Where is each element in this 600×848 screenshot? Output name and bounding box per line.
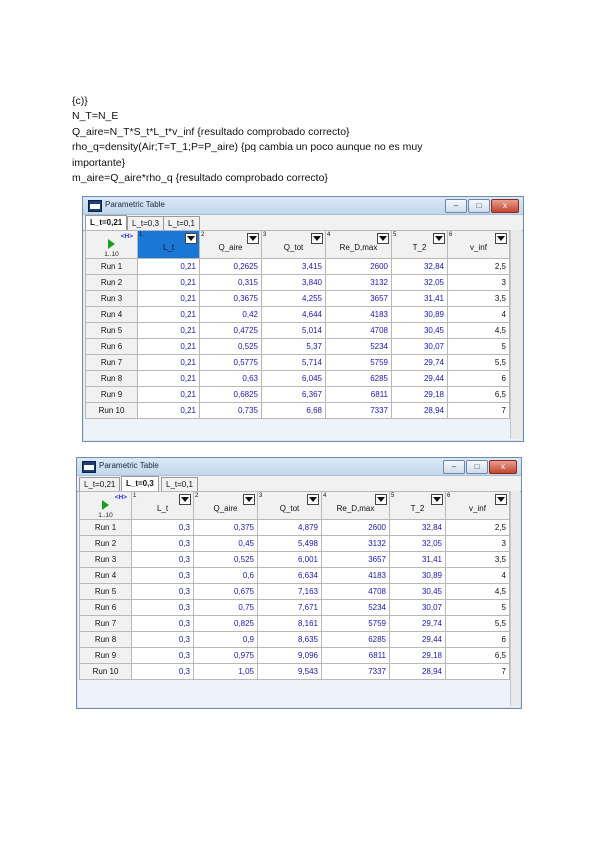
table-cell[interactable]: 0,21 [138, 387, 200, 403]
table-row [86, 323, 510, 339]
column-dropdown-icon[interactable] [495, 233, 507, 244]
column-header[interactable] [322, 492, 390, 520]
tab-lt-03[interactable]: L_t=0,3 [121, 476, 159, 492]
table-row [86, 387, 510, 403]
table-cell[interactable]: 5,5 [448, 355, 510, 371]
table-cell[interactable]: 0,42 [200, 307, 262, 323]
table-cell[interactable]: 0,21 [138, 275, 200, 291]
table-cell[interactable]: 0,21 [138, 291, 200, 307]
table-cell[interactable]: 5,014 [262, 323, 326, 339]
table-cell[interactable]: 0,45 [194, 536, 258, 552]
table-cell[interactable]: 0,3 [132, 600, 194, 616]
table-cell[interactable]: 30,89 [390, 568, 446, 584]
tab-lt-021[interactable]: L_t=0,21 [85, 215, 127, 231]
table-cell[interactable]: 5234 [322, 600, 390, 616]
table-cell[interactable]: 6811 [326, 387, 392, 403]
table-cell[interactable]: 29,44 [390, 632, 446, 648]
table-cell[interactable]: 0,3 [132, 648, 194, 664]
table-row [86, 307, 510, 323]
play-icon[interactable] [108, 239, 115, 249]
column-label: Q_tot [283, 243, 304, 252]
table-cell[interactable]: 3,415 [262, 259, 326, 275]
column-header[interactable] [138, 231, 200, 259]
vertical-scrollbar[interactable] [510, 491, 520, 706]
parametric-table-window-2 [76, 457, 522, 709]
equation-notes [72, 94, 423, 186]
table-cell[interactable]: 0,825 [194, 616, 258, 632]
table-cell[interactable]: 6,5 [448, 387, 510, 403]
column-number: 3 [259, 493, 263, 499]
table-cell[interactable]: 4,5 [448, 323, 510, 339]
table-cell[interactable]: 30,45 [390, 584, 446, 600]
run-label[interactable]: Run 10 [86, 403, 138, 419]
note-line: N_T=N_E [72, 110, 119, 123]
table-row [86, 291, 510, 307]
table-cell[interactable]: 5,498 [258, 536, 322, 552]
column-number: 6 [447, 493, 451, 499]
column-header[interactable] [446, 492, 510, 520]
table-cell[interactable]: 0,525 [200, 339, 262, 355]
table-cell[interactable]: 6,001 [258, 552, 322, 568]
table-cell[interactable]: 5,714 [262, 355, 326, 371]
window-title: Parametric Table [105, 200, 165, 209]
run-range: 1..10 [104, 251, 119, 258]
column-dropdown-icon[interactable] [431, 494, 443, 505]
vertical-scrollbar[interactable] [510, 230, 522, 439]
table-cell[interactable]: 0,3 [132, 616, 194, 632]
table-row [80, 648, 510, 664]
run-label[interactable]: Run 6 [80, 600, 132, 616]
table-cell[interactable]: 0,21 [138, 339, 200, 355]
run-label[interactable]: Run 9 [80, 648, 132, 664]
table-cell[interactable]: 5759 [326, 355, 392, 371]
table-cell[interactable]: 7,163 [258, 584, 322, 600]
close-button[interactable]: x [489, 460, 517, 474]
column-dropdown-icon[interactable] [495, 494, 507, 505]
table-cell[interactable]: 0,4725 [200, 323, 262, 339]
run-label[interactable]: Run 1 [86, 259, 138, 275]
table-cell[interactable]: 3 [446, 536, 510, 552]
table-cell[interactable]: 0,3 [132, 584, 194, 600]
table-cell[interactable]: 0,735 [200, 403, 262, 419]
table-row [80, 520, 510, 536]
note-line: Q_aire=N_T*S_t*L_t*v_inf {resultado comprobado correcto} [72, 125, 350, 138]
table-cell[interactable]: 0,9 [194, 632, 258, 648]
table-cell[interactable]: 0,63 [200, 371, 262, 387]
tab-lt-01[interactable]: L_t=0,1 [161, 477, 198, 491]
table-cell[interactable]: 0,3 [132, 552, 194, 568]
table-cell[interactable]: 0,675 [194, 584, 258, 600]
table-cell[interactable]: 9,543 [258, 664, 322, 680]
run-label[interactable]: Run 2 [86, 275, 138, 291]
column-header[interactable] [392, 231, 448, 259]
note-line: m_aire=Q_aire*rho_q {resultado comprobado correcto} [72, 172, 328, 185]
table-cell[interactable]: 0,975 [194, 648, 258, 664]
run-label[interactable]: Run 3 [86, 291, 138, 307]
column-label: L_t [162, 243, 175, 252]
table-cell[interactable]: 0,3 [132, 520, 194, 536]
note-line: rho_q=density(Air;T=T_1;P=P_aire) {pq cambia un poco aunque no es muy [72, 141, 423, 154]
table-cell[interactable]: 4,255 [262, 291, 326, 307]
column-label: Re_D,max [339, 243, 378, 252]
table-cell[interactable]: 28,94 [392, 403, 448, 419]
column-dropdown-icon[interactable] [247, 233, 259, 244]
table-cell[interactable]: 5 [448, 339, 510, 355]
column-label: v_inf [469, 504, 486, 513]
column-label: T_2 [412, 243, 427, 252]
table-cell[interactable]: 0,3 [132, 568, 194, 584]
table-cell[interactable]: 6,367 [262, 387, 326, 403]
table-cell[interactable]: 0,6825 [200, 387, 262, 403]
table-cell[interactable]: 4183 [322, 568, 390, 584]
column-number: 2 [201, 232, 205, 238]
maximize-button[interactable]: □ [466, 460, 488, 474]
table-cell[interactable]: 30,07 [392, 339, 448, 355]
table-cell[interactable]: 3 [448, 275, 510, 291]
table-cell[interactable]: 3,5 [448, 291, 510, 307]
window-title: Parametric Table [99, 461, 159, 470]
table-cell[interactable]: 1,05 [194, 664, 258, 680]
table-cell[interactable]: 0,315 [200, 275, 262, 291]
table-cell[interactable]: 29,18 [390, 648, 446, 664]
table-cell[interactable]: 5,5 [446, 616, 510, 632]
title-bar[interactable] [83, 197, 523, 215]
column-label: Q_aire [218, 243, 243, 252]
note-line: importante} [72, 156, 126, 169]
run-label[interactable]: Run 5 [80, 584, 132, 600]
table-cell[interactable]: 0,21 [138, 307, 200, 323]
run-label[interactable]: Run 8 [86, 371, 138, 387]
column-header[interactable] [132, 492, 194, 520]
table-cell[interactable]: 0,21 [138, 259, 200, 275]
table-cell[interactable]: 3,5 [446, 552, 510, 568]
column-header[interactable] [194, 492, 258, 520]
table-cell[interactable]: 6,68 [262, 403, 326, 419]
column-header[interactable] [326, 231, 392, 259]
table-cell[interactable]: 7,671 [258, 600, 322, 616]
table-cell[interactable]: 0,2625 [200, 259, 262, 275]
table-cell[interactable]: 6811 [322, 648, 390, 664]
parametric-table [85, 230, 510, 419]
table-cell[interactable]: 6,634 [258, 568, 322, 584]
table-cell[interactable]: 5759 [322, 616, 390, 632]
table-cell[interactable]: 29,18 [392, 387, 448, 403]
table-cell[interactable]: 29,44 [392, 371, 448, 387]
column-number: 1 [139, 232, 143, 238]
table-cell[interactable]: 2,5 [446, 520, 510, 536]
table-cell[interactable]: 7 [446, 664, 510, 680]
table-row [80, 568, 510, 584]
column-number: 2 [195, 493, 199, 499]
table-row [86, 355, 510, 371]
column-header[interactable] [448, 231, 510, 259]
run-label[interactable]: Run 5 [86, 323, 138, 339]
table-cell[interactable]: 32,84 [392, 259, 448, 275]
table-cell[interactable]: 0,3 [132, 664, 194, 680]
table-cell[interactable]: 5,37 [262, 339, 326, 355]
table-cell[interactable]: 7337 [322, 664, 390, 680]
table-cell[interactable]: 4,644 [262, 307, 326, 323]
column-number: 3 [263, 232, 267, 238]
parametric-table-window-1 [82, 196, 524, 442]
table-row [80, 600, 510, 616]
table-row [86, 275, 510, 291]
table-cell[interactable]: 3657 [326, 291, 392, 307]
run-label[interactable]: Run 10 [80, 664, 132, 680]
play-icon[interactable] [102, 500, 109, 510]
column-number: 5 [393, 232, 397, 238]
run-label[interactable]: Run 1 [80, 520, 132, 536]
column-dropdown-icon[interactable] [307, 494, 319, 505]
table-app-icon [82, 461, 96, 473]
table-cell[interactable]: 32,05 [392, 275, 448, 291]
table-cell[interactable]: 6 [448, 371, 510, 387]
table-cell[interactable]: 0,75 [194, 600, 258, 616]
table-cell[interactable]: 29,74 [390, 616, 446, 632]
column-dropdown-icon[interactable] [311, 233, 323, 244]
column-dropdown-icon[interactable] [243, 494, 255, 505]
run-label[interactable]: Run 9 [86, 387, 138, 403]
table-cell[interactable]: 4 [448, 307, 510, 323]
run-label[interactable]: Run 7 [86, 355, 138, 371]
column-label: v_inf [470, 243, 487, 252]
row-marker: <H> [120, 233, 133, 240]
table-cell[interactable]: 28,94 [390, 664, 446, 680]
table-row [80, 536, 510, 552]
table-row [80, 584, 510, 600]
table-row [86, 403, 510, 419]
maximize-button[interactable]: □ [468, 199, 490, 213]
table-cell[interactable]: 3,840 [262, 275, 326, 291]
table-tabs [83, 215, 523, 231]
run-label[interactable]: Run 2 [80, 536, 132, 552]
table-cell[interactable]: 32,05 [390, 536, 446, 552]
table-row [86, 259, 510, 275]
table-cell[interactable]: 31,41 [392, 291, 448, 307]
table-cell[interactable]: 0,21 [138, 323, 200, 339]
table-cell[interactable]: 32,84 [390, 520, 446, 536]
tab-lt-01[interactable]: L_t=0,1 [163, 216, 200, 230]
column-label: Q_aire [213, 504, 238, 513]
table-row [86, 339, 510, 355]
table-cell[interactable]: 3132 [322, 536, 390, 552]
run-range: 1..10 [98, 512, 113, 519]
column-dropdown-icon[interactable] [179, 494, 191, 505]
table-cell[interactable]: 4708 [326, 323, 392, 339]
table-cell[interactable]: 4 [446, 568, 510, 584]
column-dropdown-icon[interactable] [377, 233, 389, 244]
run-label[interactable]: Run 3 [80, 552, 132, 568]
table-cell[interactable]: 5 [446, 600, 510, 616]
column-dropdown-icon[interactable] [185, 233, 197, 244]
table-cell[interactable]: 7 [448, 403, 510, 419]
table-cell[interactable]: 0,21 [138, 355, 200, 371]
table-cell[interactable]: 2600 [322, 520, 390, 536]
column-number: 4 [323, 493, 327, 499]
table-cell[interactable]: 5234 [326, 339, 392, 355]
column-dropdown-icon[interactable] [375, 494, 387, 505]
table-corner-cell[interactable] [86, 231, 138, 259]
run-label[interactable]: Run 6 [86, 339, 138, 355]
table-app-icon [88, 200, 102, 212]
column-number: 6 [449, 232, 453, 238]
table-cell[interactable]: 4708 [322, 584, 390, 600]
column-label: Re_D,max [336, 504, 375, 513]
close-button[interactable]: x [491, 199, 519, 213]
table-cell[interactable]: 6285 [326, 371, 392, 387]
table-cell[interactable]: 2,5 [448, 259, 510, 275]
table-tabs [77, 476, 521, 492]
table-cell[interactable]: 8,161 [258, 616, 322, 632]
run-label[interactable]: Run 8 [80, 632, 132, 648]
run-label[interactable]: Run 4 [86, 307, 138, 323]
table-cell[interactable]: 30,89 [392, 307, 448, 323]
run-label[interactable]: Run 7 [80, 616, 132, 632]
tab-lt-021[interactable]: L_t=0,21 [79, 477, 120, 491]
table-cell[interactable]: 30,07 [390, 600, 446, 616]
column-dropdown-icon[interactable] [433, 233, 445, 244]
column-label: L_t [156, 504, 169, 513]
table-cell[interactable]: 0,6 [194, 568, 258, 584]
column-header[interactable] [200, 231, 262, 259]
table-cell[interactable]: 8,635 [258, 632, 322, 648]
table-cell[interactable]: 6 [446, 632, 510, 648]
table-corner-cell[interactable] [80, 492, 132, 520]
table-row [80, 664, 510, 680]
table-cell[interactable]: 2600 [326, 259, 392, 275]
column-header[interactable] [258, 492, 322, 520]
note-line: {c)} [72, 95, 88, 107]
table-cell[interactable]: 6,5 [446, 648, 510, 664]
tab-lt-03[interactable]: L_t=0,3 [127, 216, 164, 230]
table-cell[interactable]: 3132 [326, 275, 392, 291]
table-cell[interactable]: 4,879 [258, 520, 322, 536]
table-row [80, 616, 510, 632]
table-cell[interactable]: 29,74 [392, 355, 448, 371]
table-cell[interactable]: 30,45 [392, 323, 448, 339]
table-row [86, 371, 510, 387]
column-number: 1 [133, 493, 137, 499]
table-cell[interactable]: 0,3675 [200, 291, 262, 307]
column-number: 4 [327, 232, 331, 238]
column-number: 5 [391, 493, 395, 499]
table-cell[interactable]: 0,3 [132, 632, 194, 648]
minimize-button[interactable]: – [443, 460, 465, 474]
column-label: T_2 [410, 504, 425, 513]
table-cell[interactable]: 9,096 [258, 648, 322, 664]
column-label: Q_tot [279, 504, 300, 513]
column-header[interactable] [390, 492, 446, 520]
parametric-table [79, 491, 510, 680]
minimize-button[interactable]: – [445, 199, 467, 213]
table-cell[interactable]: 0,3 [132, 536, 194, 552]
table-cell[interactable]: 0,525 [194, 552, 258, 568]
table-cell[interactable]: 6,045 [262, 371, 326, 387]
table-row [80, 632, 510, 648]
table-cell[interactable]: 3657 [322, 552, 390, 568]
table-cell[interactable]: 4183 [326, 307, 392, 323]
table-row [80, 552, 510, 568]
header-row [86, 231, 510, 259]
table-cell[interactable]: 31,41 [390, 552, 446, 568]
table-cell[interactable]: 4,5 [446, 584, 510, 600]
row-marker: <H> [114, 494, 127, 501]
table-cell[interactable]: 7337 [326, 403, 392, 419]
table-cell[interactable]: 0,21 [138, 371, 200, 387]
run-label[interactable]: Run 4 [80, 568, 132, 584]
column-header[interactable] [262, 231, 326, 259]
header-row [80, 492, 510, 520]
table-cell[interactable]: 0,21 [138, 403, 200, 419]
table-cell[interactable]: 0,375 [194, 520, 258, 536]
title-bar[interactable] [77, 458, 521, 476]
table-cell[interactable]: 6285 [322, 632, 390, 648]
table-cell[interactable]: 0,5775 [200, 355, 262, 371]
